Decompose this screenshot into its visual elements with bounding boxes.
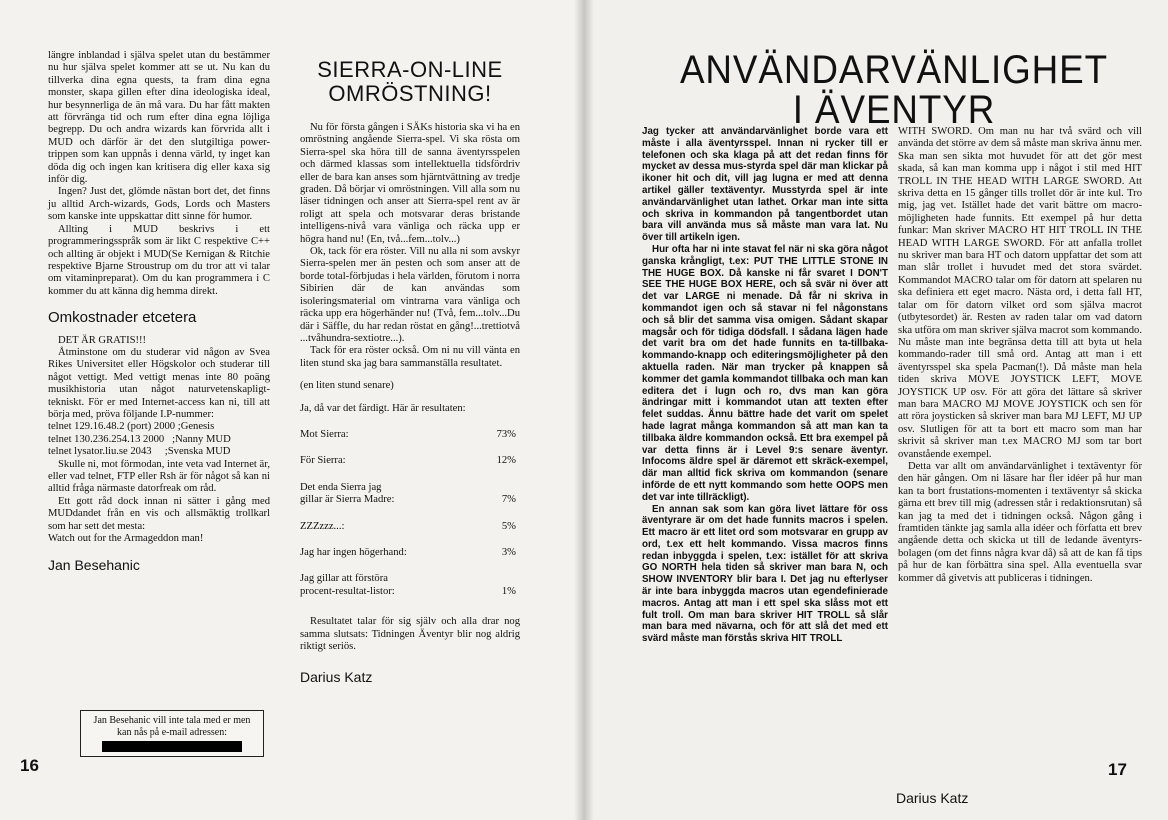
redacted-email-bar [102, 741, 242, 752]
page-number: 17 [1108, 760, 1127, 779]
poll-results [300, 429, 520, 598]
right-page [584, 0, 1168, 820]
page-number: 16 [20, 756, 39, 775]
book-gutter [574, 0, 594, 820]
title-line: ANVÄNDARVÄNLIGHET [679, 48, 1109, 92]
result-value: 5% [501, 520, 516, 532]
contact-note-text: Jan Besehanic vill inte tala med er men kan nås på e-mail adressen: [93, 715, 251, 738]
paragraph: Ett gott råd dock innan ni sätter i gång med MUDdandet från en vis och allsmäktig trollkarl som har sett det mesta: [48, 495, 270, 532]
paragraph: Watch out for the Armageddon man! [48, 533, 204, 545]
usability-column-2 [898, 126, 1142, 585]
result-label: För Sierra: [300, 455, 346, 467]
paragraph: Åtminstone om du studerar vid någon av Svea Rikes Universitet eller Högskolor och studerar till något vettigt. Med vettigt menas inte 80 poäng musikhistoria utan något naturvetenskapligt-tekniskt. För er med Internet-access kan ni, till att börja med, pröva följande I.P-nummer: [48, 346, 270, 420]
paragraph: längre inblandad i själva spelet utan du bestämmer nu hur själva spelet kommer att se ut. Nu kan du tillverka dina egna quests, ta fram dina egna monster, skapa gillen efter dina ideologiska ideal, hur besynnerliga de än må vara. Du har fått makten att förvränga tid och rum efter dina egna löjliga begrepp. Du och andra wizards kan förvrida allt i MUD och därför är det den slutgiltiga power-trippen som kan uppnås i denna värld, ty inget kan döda dig och ingen kan kritisera dig eller kaxa sig inför dig. [48, 50, 270, 186]
result-label: Jag gillar att förstöra procent-resultat-listor: [300, 573, 395, 597]
result-label: Mot Sierra: [300, 428, 349, 440]
paragraph: Nu för första gången i SÄKs historia ska vi ha en omröstning angående Sierra-spel. Vi ska rösta om Sierra-spel ska höra till de sanna äventyrsspelen och därmed klassas som intellektuella tidsfördriv eller de bara kan anses som hjärntvättning av tredje graden. Då börjar vi omröstningen. Vill alla som nu läser tidningen och anser att Sierra-spel rent av är roligt att spela och motsvarar deras bristande intelligens-nivå vara vänliga och räcka upp er högra hand nu! (En, två...fem...tolv...) [300, 122, 520, 245]
left-column-mud-article [48, 50, 270, 572]
result-row [300, 573, 520, 598]
sierra-poll-title: SIERRA-ON-LINE OMRÖSTNING! [317, 57, 503, 106]
telnet-line: telnet 129.16.48.2 (port) 2000 ;Genesis [48, 421, 215, 433]
paragraph: Ok, tack för era röster. Vill nu alla ni som avskyr Sierra-spelen mer än pesten och som anser att de borde total-förbjudas i hela världen, förutom i norra Sibirien där de kan användas som isoleringsmaterial om vintrarna vara vänliga och räcka upp era högerhänder nu! (Två, fem...tolv...Du där i Säffle, du har redan röstat en gång!...trettiotvå ...tvåhundra-sextiotre...). [300, 246, 520, 344]
usability-column-1 [642, 126, 888, 645]
paragraph: WITH SWORD. Om man nu har två svärd och vill använda det större av dem så måste man skriva ännu mer. Ska man sen sikta mot huvudet för att det gör mest skada, så kan man komma upp i något i stil med HIT TROLL IN THE HEAD WITH LARGE SWORD. Att skriva detta en 15 gånger tills trollet dör är inte kul. Tro mig, jag vet. Istället hade det varit bättre om macro-möjligheten hade funnits. Ett exempel på hur detta funkar: Man skriver MACRO HT HIT TROLL IN THE HEAD WITH LARGE SWORD. För att anfalla trollet nu skriver man bara HT och datorn uppfattar det som att man slår trollet i huvudet med det stora svärdet. Kommandot MACRO talar om för datorn att spelaren nu ska definiera ett eget macro. Nästa ord, i detta fall HT, talar om för datorn vilket ord som själva macrot (utbytesordet) är. Resten av raden talar om vad datorn ska utföra om man skriver själva macrot som kommando. Nu måste man inte begränsa detta till att byta ut hela kommando-rader till små ord. Antag att man i ett äventyrsspel ska spela Pacman(!). Då måste man hela tiden skriva MOVE JOYSTICK LEFT, MOVE JOYSTICK UP osv. För att göra det lättare så skriver man bara MACRO MJ MOVE JOYSTICK och sen för att röra joysticken så skriver man bara MJ LEFT, MJ UP osv. Slutligen för att ta bort ett macro som man har skrivit så skriver man t.ex MACRO MJ som tar bort ovanstående exempel. [898, 126, 1142, 460]
author-signature: Jan Besehanic [48, 557, 140, 574]
result-value: 1% [501, 585, 516, 597]
paragraph: DET ÄR GRATIS!!! [58, 334, 147, 346]
author-signature: Darius Katz [896, 790, 969, 806]
result-value: 3% [501, 546, 516, 558]
sierra-poll-column [300, 50, 520, 684]
result-label: Det enda Sierra jag gillar är Sierra Madre: [300, 481, 395, 506]
result-row [300, 547, 520, 559]
paragraph: Tack för era röster också. Om ni nu vill vänta en liten stund ska jag bara sammanställa resultatet. [300, 345, 520, 369]
paragraph: Ingen? Just det, glömde nästan bort det, det finns ju alltid Arch-wizards, Gods, Lords och Masters som kanske inte uppskattar ditt sinne för humor. [48, 186, 270, 223]
paragraph: (en liten stund senare) [300, 380, 394, 392]
telnet-line: telnet 130.236.254.13 2000 ;Nanny MUD [48, 433, 231, 445]
paragraph: Detta var allt om användarvänlighet i textäventyr för den här gången. Om ni läsare har fler idéer på hur man kan ta bort frustations-momenten i textäventyr så skicka gärna ett brev till mig (adressen står i redaktionsrutan) så kan jag ta med det i tidningen också. Någon gång i framtiden tänkte jag samla alla idéer och författa ett brev angående detta och skicka ut till de ledande äventyrs-bolagen (om det finns några kvar då) så att de kan få tips på hur de kan förbättra sina spel. Alla eventuella svar kommer då givetvis att publiceras i tidningen. [898, 460, 1142, 584]
paragraph: En annan sak som kan göra livet lättare för oss äventyrare är om det hade funnits macros i spelen. Ett macro är ett litet ord som motsvarar en grupp av ord, t.ex ett helt kommando. Vissa macros finns redan inbyggda i spelen, t.ex: istället för att skriva GO NORTH hela tiden så skriver man bara N, och SHOW INVENTORY blir bara I. Det jag nu efterlyser är inte bara inbyggda macros utan egendefinierade macros. Antag att man i ett spel ska slåss mot ett fult troll. Om man bara skriver HIT TROLL så slår man bara med nävarna, och för att slå det med ett svärd måste man förstås skriva HIT TROLL [642, 503, 888, 645]
paragraph: Jag tycker att användarvänlighet borde vara ett måste i alla äventyrsspel. Innan ni rycker till er telefonen och ska klaga på att det redan finns för mycket av dessa mus-styrda spel där man klickar på ikoner hit och dit, vill jag lugna er med att denna artikel gäller textäventyr. Musstyrda spel är inte användarvänlighet utan lathet. Orkar man inte sitta och skriva in kommandon på tangentbordet utan bara vill använda mus så måste man vara lat. Nu över till artikeln igen. [642, 126, 888, 244]
result-value: 73% [496, 428, 516, 440]
paragraph: Allting i MUD beskrivs i ett programmeringsspråk som är likt C respektive C++ och allting är objekt i MUD(Se Kernigan & Ritchie respektive Bjarne Stroustrup om du tror att vi talar om vitaminpreparat). Om du kan programmera i C kommer du att känna dig hemma direkt. [48, 223, 270, 297]
result-label: ZZZzzz...: [300, 520, 345, 532]
result-row [300, 521, 520, 533]
paragraph: Resultatet talar för sig själv och alla drar nog samma slutsats: Tidningen Äventyr blir nog aldrig riktigt seriös. [300, 616, 520, 652]
result-row [300, 455, 520, 467]
result-value: 7% [501, 494, 516, 506]
section-heading: Omkostnader etcetera [48, 309, 197, 327]
paragraph: Skulle ni, mot förmodan, inte veta vad Internet är, eller vad telnet, FTP eller Rsh är för något så kan ni alltid fråga närmaste datorfreak om råd. [48, 458, 270, 495]
title-line: I ÄVENTYR [792, 88, 996, 132]
contact-note-box [80, 710, 264, 757]
author-signature: Darius Katz [300, 669, 373, 686]
article-title [664, 50, 1124, 130]
result-row [300, 429, 520, 441]
result-label: Jag har ingen högerhand: [300, 546, 407, 558]
telnet-line: telnet lysator.liu.se 2043 ;Svenska MUD [48, 446, 231, 458]
paragraph: Hur ofta har ni inte stavat fel när ni ska göra något ganska krångligt, t.ex: PUT THE LITTLE STONE IN THE HUGE BOX. Då kanske ni får svaret I DON'T SEE THE HUGE BOX HERE, och så svär ni över att det var LARGE ni menade. Då får ni skriva in kommandot igen och så stavar ni fel någonstans och så blir det samma visa omigen. Sådant skapar magsår och för tidiga dödsfall. I sådana lägen hade det varit bra om det hade funnits en ta-tillbaka-kommando-knapp och editeringsmöjligheter på den aktuella raden. När man trycker på knappen så kommer det gamla kommandot tillbaka och man kan editera det i lugn och ro, dvs man kan göra ändringar mitt i kommandot utan att texten efter felet suddas. Ännu bättre hade det varit om spelet hade lagrat många kommandon så att man kan ta tillbaka äldre kommandon också. Ett bra exempel på var detta finns är i Level 9:s senare äventyr. Infocoms äldre spel är däremot ett skräck-exempel, där man alltid fick skriva om kommandon (senare införde de ett nytt kommando som hette OOPS men det var inte tillräckligt). [642, 243, 888, 503]
result-value: 12% [496, 455, 516, 467]
paragraph: Ja, då var det färdigt. Här är resultaten: [300, 402, 466, 414]
result-row [300, 482, 520, 507]
